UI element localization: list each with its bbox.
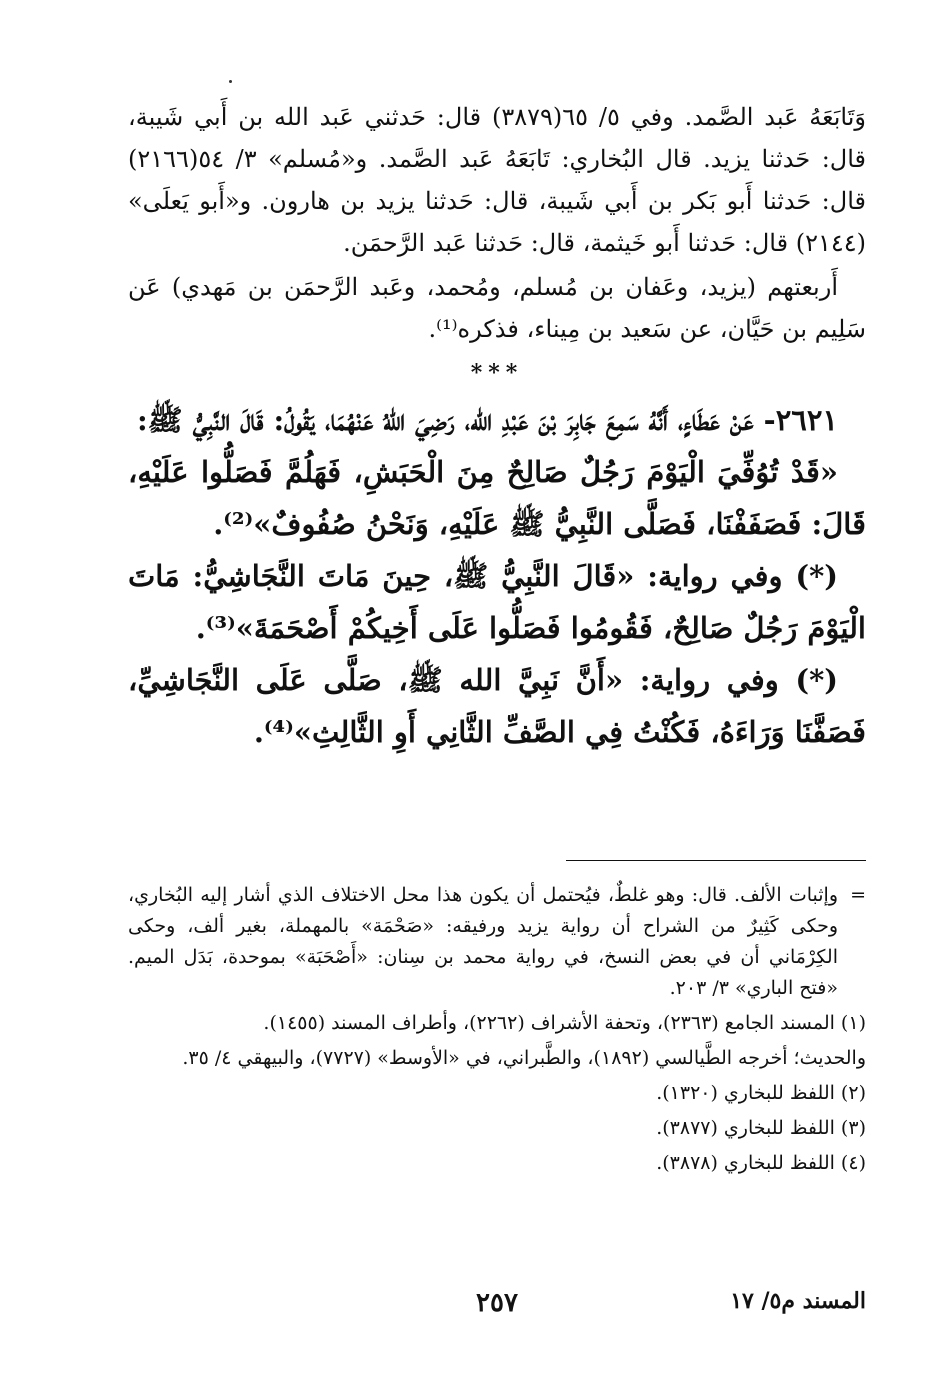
footnote-1-extra: والحديث؛ أخرجه الطَّيالسي (١٨٩٢)، والطَّبراني، في «الأوسط» (٧٧٢٧)، والبيهقي ٤/ ٣٥. (182, 1047, 866, 1069)
section-separator: *** (470, 360, 524, 386)
intro-paragraph: وَتَابَعَهُ عَبد الصَّمد. وفي ٥/ ٦٥(٣٨٧٩) قال: حَدثني عَبد الله بن أَبي شَيبة، قال: حَدثنا يزيد. قال البُخاري: تَابَعَهُ عَبد الصَّمد. و«مُسلم» ٣/ ٥٤(٢١٦٦) قال: حَدثنا أَبو بَكر بن أَبي شَيبة، قال: حَدثنا يزيد بن هارون. و«أَبو يَعلَى» (٢١٤٤) قال: حَدثنا أَبو خَيثمة، قال: حَدثنا عَبد الرَّحمَن. (128, 103, 866, 257)
footnote-continuation (128, 880, 866, 1004)
page-footer (128, 1288, 866, 1324)
footnote-divider (566, 860, 866, 861)
footnote-1: (١) المسند الجامع (٢٣٦٣)، وتحفة الأشراف (٢٢٦٢)، وأطراف المسند (١٤٥٥). (263, 1012, 866, 1034)
page-number: ٢٥٧ (476, 1288, 518, 1318)
riwaya-2: (*) وفي رواية: «أَنَّ نَبِيَّ الله ﷺ، صَلَّى عَلَى النَّجَاشِيِّ، فَصَفَّنَا وَرَاءَهُ، فَكُنْتُ فِي الصَّفِّ الثَّانِي أَوِ الثَّالِثِ»⁽⁴⁾. (128, 663, 866, 749)
main-text (128, 96, 866, 758)
chain-paragraph: أَربعتهم (يزيد، وعَفان بن مُسلم، ومُحمد، وعَبد الرَّحمَن بن مَهدي) عَن سَلِيم بن حَيَّان، عن سَعيد بن مِيناء، فذكره⁽¹⁾. (128, 273, 866, 343)
print-speck (229, 80, 232, 83)
hadith-intro: ٢٦٢١- عَنْ عَطَاءٍ، أَنَّهُ سَمِعَ جَابِرَ بْنَ عَبْدِ الله، رَضِيَ اللهُ عَنْهُمَا، يَقُولُ: قَالَ النَّبِيُّ ﷺ: (136, 403, 838, 437)
volume-label: المسند م٥/ ١٧ (730, 1288, 866, 1314)
continuation-text: وإثبات الألف. قال: وهو غلطٌ، فيُحتمل أن يكون هذا محل الاختلاف الذي أشار إليه البُخاري، وحكى كَثِيرٌ من الشراح أن رواية يزيد ورفيقه: «صَحْمَة» بالمهملة، بغير ألف، وحكى الكِرْمَاني أن في بعض النسخ، في رواية محمد بن سِنان: «أَصْحَبَة» بموحدة، بَدَل الميم. «فتح الباري» ٣/ ٢٠٣. (128, 884, 838, 999)
riwaya-1: (*) وفي رواية: «قَالَ النَّبِيُّ ﷺ، حِينَ مَاتَ النَّجَاشِيُّ: مَاتَ الْيَوْمَ رَجُلٌ صَالِحٌ، فَقُومُوا فَصَلُّوا عَلَى أَخِيكُمْ أَصْحَمَةَ»⁽³⁾. (128, 559, 866, 645)
footnotes (128, 880, 866, 1183)
footnote-4: (٤) اللفظ للبخاري (٣٨٧٨). (656, 1152, 866, 1174)
footnote-3: (٣) اللفظ للبخاري (٣٨٧٧). (656, 1117, 866, 1139)
footnote-2: (٢) اللفظ للبخاري (١٣٢٠). (656, 1082, 866, 1104)
continuation-marker: = (850, 884, 866, 906)
hadith-text: «قَدْ تُوُفِّيَ الْيَوْمَ رَجُلٌ صَالِحٌ مِنَ الْحَبَشِ، فَهَلُمَّ فَصَلُّوا عَلَيْهِ، قَالَ: فَصَفَفْنَا، فَصَلَّى النَّبِيُّ ﷺ عَلَيْهِ، وَنَحْنُ صُفُوفٌ»⁽²⁾. (128, 455, 866, 541)
